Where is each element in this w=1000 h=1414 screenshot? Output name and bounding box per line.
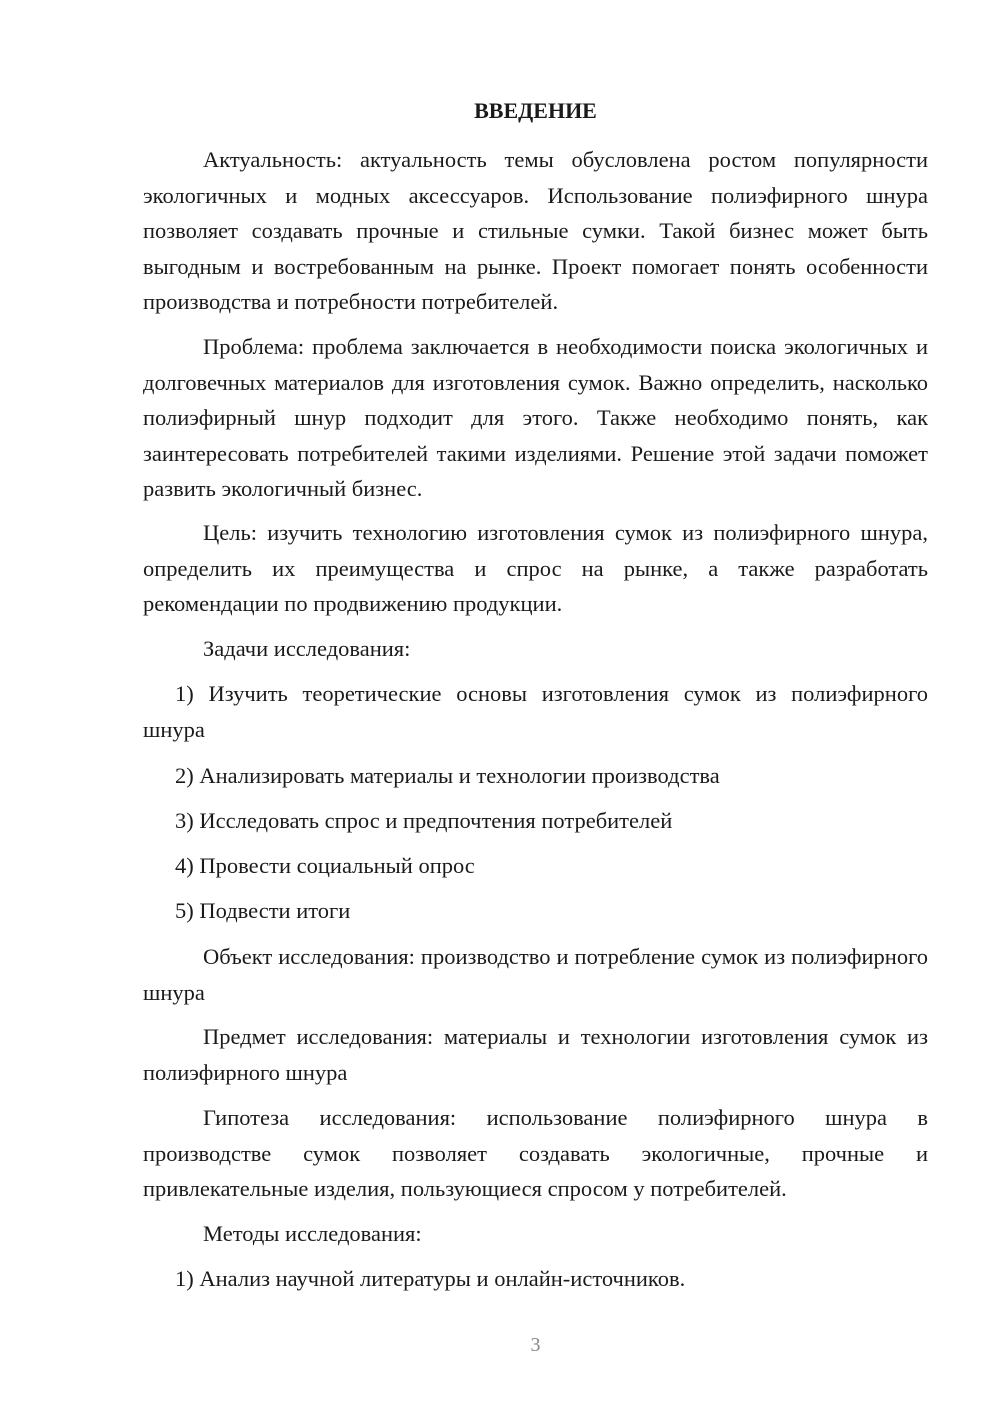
relevance-paragraph: Актуальность: актуальность темы обусловлена ростом популярности экологичных и модных аксессуаров. Использование полиэфирного шнура позволяет создавать прочные и стильные сумки. Такой бизнес может быть выгодным и востребованным на рынке. Проект помогает понять особенности производства и потребности потребителей. — [143, 147, 928, 314]
task-item-2: 2) Анализировать материалы и технологии производства — [175, 763, 720, 788]
task-item-1: 1) Изучить теоретические основы изготовления сумок из полиэфирного шнура — [143, 681, 928, 742]
task-item-3: 3) Исследовать спрос и предпочтения потребителей — [175, 808, 673, 833]
tasks-heading: Задачи исследования: — [203, 636, 411, 661]
object-paragraph: Объект исследования: производство и потребление сумок из полиэфирного шнура — [143, 944, 928, 1005]
page-title: ВВЕДЕНИЕ — [474, 98, 597, 123]
hypothesis-paragraph: Гипотеза исследования: использование полиэфирного шнура в производстве сумок позволяет создавать экологичные, прочные и привлекательные изделия, пользующиеся спросом у потребителей. — [143, 1105, 928, 1201]
methods-heading: Методы исследования: — [203, 1221, 422, 1246]
page-number: 3 — [530, 1334, 541, 1356]
problem-paragraph: Проблема: проблема заключается в необходимости поиска экологичных и долговечных материалов для изготовления сумок. Важно определить, насколько полиэфирный шнур подходит для этого. Также необходимо понять, как заинтересовать потребителей такими изделиями. Решение этой задачи поможет развить экологичный бизнес. — [143, 334, 928, 501]
subject-paragraph: Предмет исследования: материалы и технологии изготовления сумок из полиэфирного шнура — [143, 1024, 928, 1085]
method-item-1: 1) Анализ научной литературы и онлайн-источников. — [175, 1266, 686, 1291]
task-item-4: 4) Провести социальный опрос — [175, 853, 475, 878]
task-item-5: 5) Подвести итоги — [175, 898, 351, 923]
goal-paragraph: Цель: изучить технологию изготовления сумок из полиэфирного шнура, определить их преимущества и спрос на рынке, а также разработать рекомендации по продвижению продукции. — [143, 520, 928, 616]
